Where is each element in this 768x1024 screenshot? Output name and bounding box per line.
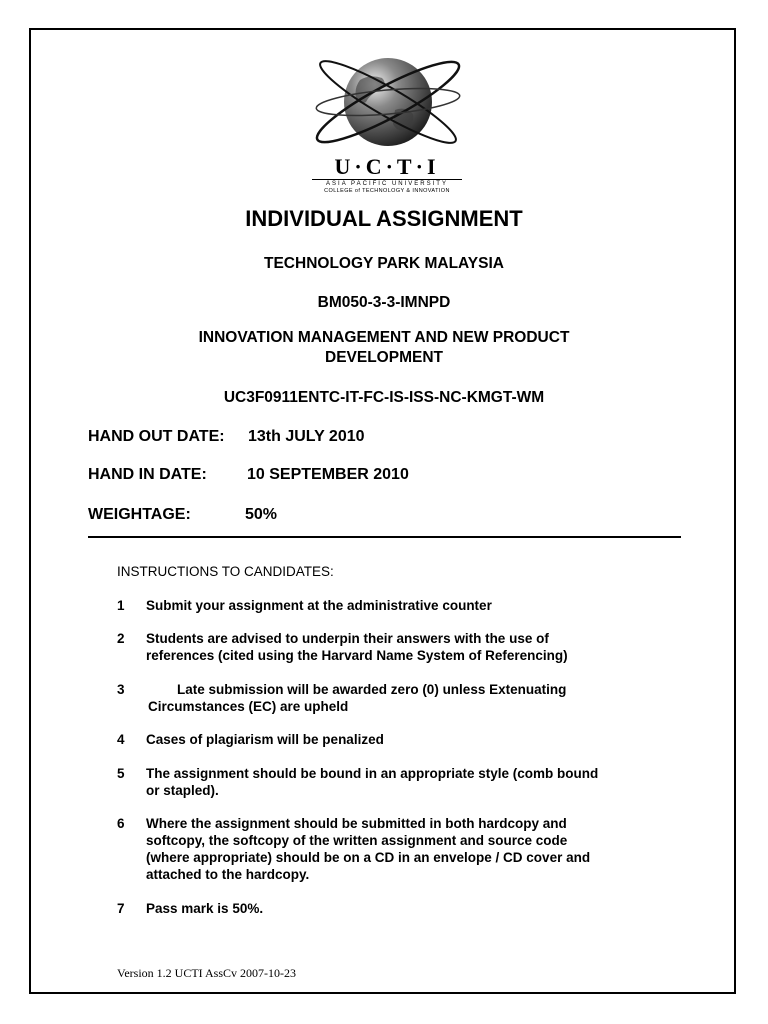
- instruction-number: 7: [117, 901, 125, 916]
- module-code: BM050-3-3-IMNPD: [317, 294, 451, 311]
- instruction-number: 5: [117, 766, 125, 781]
- document-title: INDIVIDUAL ASSIGNMENT: [245, 206, 523, 231]
- hand-in-label: HAND IN DATE:: [88, 466, 207, 483]
- logo-wordmark: [312, 156, 462, 195]
- instruction-text: The assignment should be bound in an appropriate style (comb bound or stapled).: [146, 766, 599, 798]
- instruction-text: Late submission will be awarded zero (0) unless Extenuating Circumstances (EC) are upheld: [148, 682, 567, 714]
- version-footer: Version 1.2 UCTI AssCv 2007-10-23: [117, 966, 296, 980]
- instruction-text: Where the assignment should be submitted in both hardcopy and softcopy, the softcopy of the written assignment and source code (where appropriate) should be on a CD in an envelope / CD cover and attached to the hardcopy.: [146, 816, 591, 882]
- logo-name: U·C·T·I: [334, 154, 440, 179]
- module-name-line2: DEVELOPMENT: [325, 349, 443, 366]
- campus-name: TECHNOLOGY PARK MALAYSIA: [264, 255, 504, 272]
- instruction-number: 1: [117, 598, 125, 613]
- instruction-text: Submit your assignment at the administrative counter: [146, 598, 492, 613]
- hand-out-value: 13th JULY 2010: [248, 428, 365, 445]
- logo-line1: ASIA PACIFIC UNIVERSITY: [312, 179, 462, 188]
- intake-code: UC3F0911ENTC-IT-FC-IS-ISS-NC-KMGT-WM: [223, 389, 545, 406]
- logo-line2: COLLEGE of TECHNOLOGY & INNOVATION: [324, 188, 450, 194]
- instruction-number: 2: [117, 631, 125, 646]
- instruction-number: 3: [117, 682, 125, 697]
- instructions-heading: INSTRUCTIONS TO CANDIDATES:: [117, 564, 334, 579]
- divider: [88, 536, 681, 538]
- weightage-value: 50%: [245, 506, 278, 523]
- instruction-text: Cases of plagiarism will be penalized: [146, 732, 384, 747]
- instruction-number: 6: [117, 816, 125, 831]
- hand-in-value: 10 SEPTEMBER 2010: [247, 466, 409, 483]
- instruction-text: Students are advised to underpin their answers with the use of references (cited using the Harvard Name System of Referencing): [146, 631, 568, 663]
- weightage-label: WEIGHTAGE:: [88, 506, 191, 523]
- instruction-text: Pass mark is 50%.: [146, 901, 264, 916]
- module-name-line1: INNOVATION MANAGEMENT AND NEW PRODUCT: [198, 329, 570, 346]
- instruction-number: 4: [117, 732, 125, 747]
- hand-out-label: HAND OUT DATE:: [88, 428, 225, 445]
